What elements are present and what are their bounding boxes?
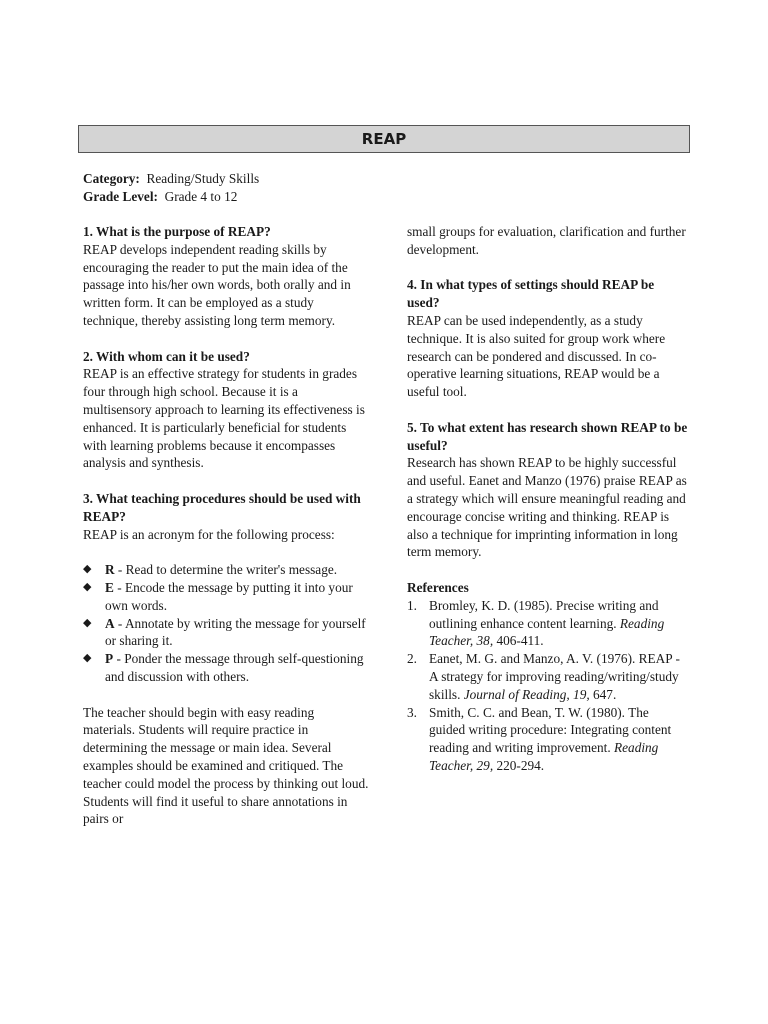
diamond-bullet-icon: ◆: [83, 616, 92, 629]
grade-label: Grade Level:: [83, 188, 158, 204]
section-5-body: Research has shown REAP to be highly successful and useful. Eanet and Manzo (1976) praise REAP as a strategy which will ensure meaningful reading and encourage concise writing and thinking. REAP is also a technique for imprinting information in long term memory.: [407, 455, 687, 560]
step-text: - Annotate by writing the message for yourself or sharing it.: [105, 615, 366, 649]
step-letter: P: [105, 651, 114, 667]
diamond-bullet-icon: ◆: [83, 580, 92, 593]
section-1-heading: 1. What is the purpose of REAP?: [83, 224, 271, 239]
section-4-heading: 4. In what types of settings should REAP be used?: [407, 277, 655, 311]
reference-pages: 220-294.: [493, 757, 545, 773]
section-3-intro: REAP is an acronym for the following process:: [83, 526, 335, 542]
grade-value: Grade 4 to 12: [164, 188, 238, 204]
diamond-bullet-icon: ◆: [83, 563, 92, 576]
reference-text: Bromley, K. D. (1985). Precise writing and outlining enhance content learning.: [429, 597, 659, 631]
diamond-bullet-icon: ◆: [83, 652, 92, 665]
reference-item: [407, 597, 688, 650]
step-letter: A: [105, 615, 115, 631]
list-item: [83, 561, 369, 579]
grade-row: [83, 188, 383, 206]
list-item: [83, 579, 369, 615]
reference-number: 2.: [407, 651, 417, 667]
reference-text: Eanet, M. G. and Manzo, A. V. (1976). REAP - A strategy for improving reading/writing/study skills.: [429, 651, 680, 702]
reference-pages: 406-411.: [493, 633, 544, 649]
section-2-heading: 2. With whom can it be used?: [83, 348, 250, 364]
reference-journal: Reading Teacher, 38,: [429, 615, 665, 649]
step-letter: R: [105, 562, 115, 578]
section-2-body: REAP is an effective strategy for students in grades four through high school. Because it is a multisensory approach to learning its effectiveness is enhanced. It is particularly beneficial for students with learning problems because it encompasses analysis and synthesis.: [83, 366, 365, 471]
reference-item: [407, 704, 688, 775]
left-column: [83, 223, 369, 828]
reference-item: [407, 650, 688, 703]
section-1-body: REAP develops independent reading skills by encouraging the reader to put the main idea of the passage into his/her own words, both orally and in written form. It can be employed as a study technique, thereby assisting long term memory.: [83, 241, 351, 328]
step-text: - Encode the message by putting it into your own words.: [105, 579, 353, 613]
document-title: REAP: [78, 125, 690, 153]
section-5-heading: 5. To what extent has research shown REAP to be useful?: [407, 419, 688, 453]
section-3-heading: 3. What teaching procedures should be used with REAP?: [83, 490, 361, 524]
reap-steps-list: [83, 561, 369, 686]
reference-number: 1.: [407, 597, 417, 613]
step-text: - Ponder the message through self-questioning and discussion with others.: [105, 651, 364, 684]
category-row: [83, 170, 383, 188]
step-letter: E: [105, 579, 114, 595]
document-meta: [83, 170, 383, 206]
step-text: - Read to determine the writer's message.: [114, 562, 338, 578]
reference-journal: Reading Teacher, 29,: [429, 740, 659, 773]
reference-number: 3.: [407, 704, 417, 720]
references-heading: References: [407, 579, 469, 595]
section-4-body: REAP can be used independently, as a study technique. It is also suited for group work where research can be pondered and discussed. In co-operative learning situations, REAP would be a useful tool.: [407, 312, 666, 400]
reference-text: Smith, C. C. and Bean, T. W. (1980). The guided writing procedure: Integrating content reading and writing improvement.: [429, 704, 672, 756]
category-label: Category:: [83, 171, 140, 186]
section-3-closing: The teacher should begin with easy reading materials. Students will require practice in determining the message or main idea. Several examples should be examined and critiqued. The teacher could model the process by thinking out loud. Students will find it useful to share annotations in pairs or: [83, 704, 369, 827]
category-value: Reading/Study Skills: [146, 171, 260, 186]
references-list: [407, 597, 688, 775]
reference-pages: 647.: [589, 686, 617, 702]
section-3-closing-continued: small groups for evaluation, clarification and further development.: [407, 224, 686, 257]
right-column: [407, 223, 688, 775]
list-item: [83, 650, 369, 686]
list-item: [83, 615, 369, 651]
reference-journal: Journal of Reading, 19,: [463, 686, 590, 702]
